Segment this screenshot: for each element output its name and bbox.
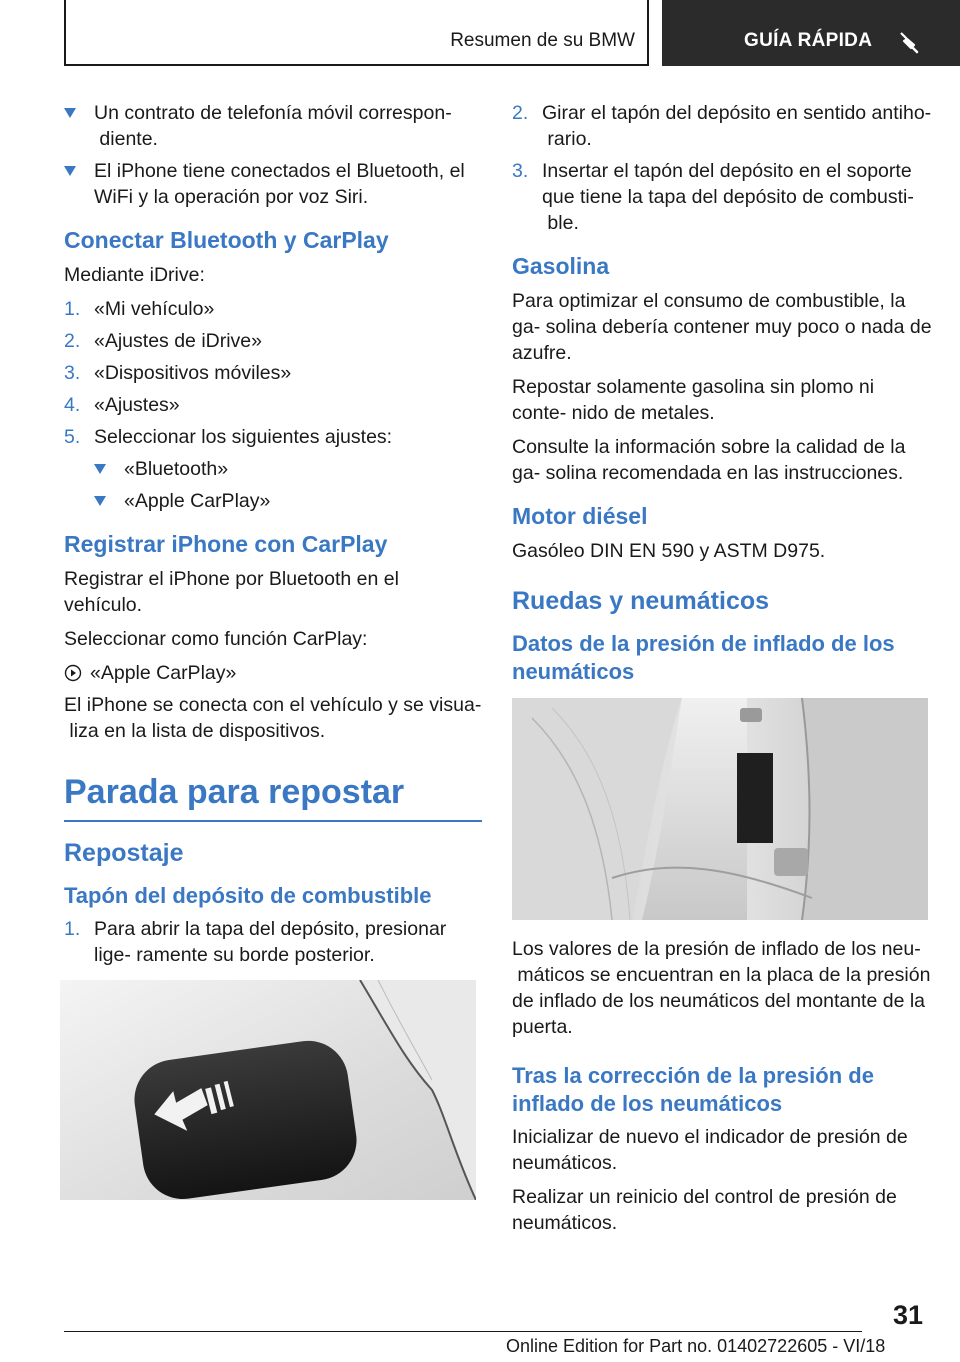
footer-divider — [64, 1331, 862, 1332]
triangle-bullet-icon — [94, 464, 106, 474]
gasoline-p3: Consulte la información sobre la calidad de la ga- solina recomendada en las instrucciones. — [512, 436, 906, 484]
list-item: Un contrato de telefonía móvil correspon- diente. — [64, 100, 482, 152]
list-item: 3. Insertar el tapón del depósito en el soporte que tiene la tapa del depósito de combusti- ble. — [512, 160, 914, 234]
register-p1: Registrar el iPhone por Bluetooth en el vehículo. — [64, 568, 399, 616]
list-item: El iPhone tiene conectados el Bluetooth, el WiFi y la operación por voz Siri. — [64, 158, 482, 210]
pressure-heading: Datos de la presión de inflado de los neumáticos — [512, 631, 895, 684]
after-correction-heading: Tras la corrección de la presión de inflado de los neumáticos — [512, 1063, 874, 1116]
register-p2: Seleccionar como función CarPlay: — [64, 628, 368, 650]
register-p3: El iPhone se conecta con el vehículo y se visua- liza en la lista de dispositivos. — [64, 694, 482, 742]
bluetooth-carplay-heading: Conectar Bluetooth y CarPlay — [64, 227, 389, 253]
list-item: «Apple CarPlay» — [64, 488, 482, 514]
list-item: 2. Girar el tapón del depósito en sentido antiho- rario. — [512, 102, 932, 150]
tyres-title: Ruedas y neumáticos — [512, 587, 770, 615]
register-iphone-heading: Registrar iPhone con CarPlay — [64, 531, 388, 557]
header-section-box — [64, 0, 649, 66]
diesel-heading: Motor diésel — [512, 503, 648, 529]
left-column — [64, 100, 482, 1216]
triangle-bullet-icon — [94, 496, 106, 506]
after-p1: Inicializar de nuevo el indicador de presión de neumáticos. — [512, 1126, 908, 1174]
list-item: 3. «Dispositivos móviles» — [64, 362, 292, 384]
list-item: 5. Seleccionar los siguientes ajustes: — [64, 426, 393, 448]
fuel-cap-image — [60, 980, 476, 1200]
footer-edition: Online Edition for Part no. 01402722605 - VI/18 — [506, 1336, 886, 1356]
diesel-p: Gasóleo DIN EN 590 y ASTM D975. — [512, 540, 826, 562]
header-guide-label: GUÍA RÁPIDA — [744, 30, 873, 51]
triangle-bullet-icon — [64, 108, 76, 118]
triangle-bullet-icon — [64, 166, 76, 176]
gasoline-p2: Repostar solamente gasolina sin plomo ni conte- nido de metales. — [512, 376, 875, 424]
fuel-cap-heading: Tapón del depósito de combustible — [64, 883, 432, 908]
door-pillar-image — [512, 698, 928, 920]
gasoline-heading: Gasolina — [512, 253, 610, 279]
list-item: 4. «Ajustes» — [64, 394, 180, 416]
refuel-subheading: Repostaje — [64, 839, 184, 867]
header-guide-tab[interactable] — [662, 0, 960, 66]
carplay-option: «Apple CarPlay» — [64, 660, 482, 686]
list-item: 2. «Ajustes de iDrive» — [64, 330, 262, 352]
pressure-p: Los valores de la presión de inflado de los neu- máticos se encuentran en la placa de la presión de inflado de los neumáticos del montante de la puerta. — [512, 938, 931, 1038]
refuel-title: Parada para repostar — [64, 772, 482, 822]
header-section-title: Resumen de su BMW — [450, 30, 635, 51]
list-item: «Bluetooth» — [64, 456, 482, 482]
lightning-hand-icon — [898, 30, 922, 54]
right-column — [512, 100, 932, 1244]
list-item: 1. Para abrir la tapa del depósito, presionar lige- ramente su borde posterior. — [64, 918, 447, 966]
gasoline-p1: Para optimizar el consumo de combustible, la ga- solina debería contener muy poco o nada de azufre. — [512, 290, 932, 364]
bluetooth-intro: Mediante iDrive: — [64, 264, 205, 286]
after-p2: Realizar un reinicio del control de presión de neumáticos. — [512, 1186, 897, 1234]
list-item: 1. «Mi vehículo» — [64, 298, 215, 320]
play-circle-icon — [64, 664, 82, 682]
page-number: 31 — [893, 1300, 924, 1330]
